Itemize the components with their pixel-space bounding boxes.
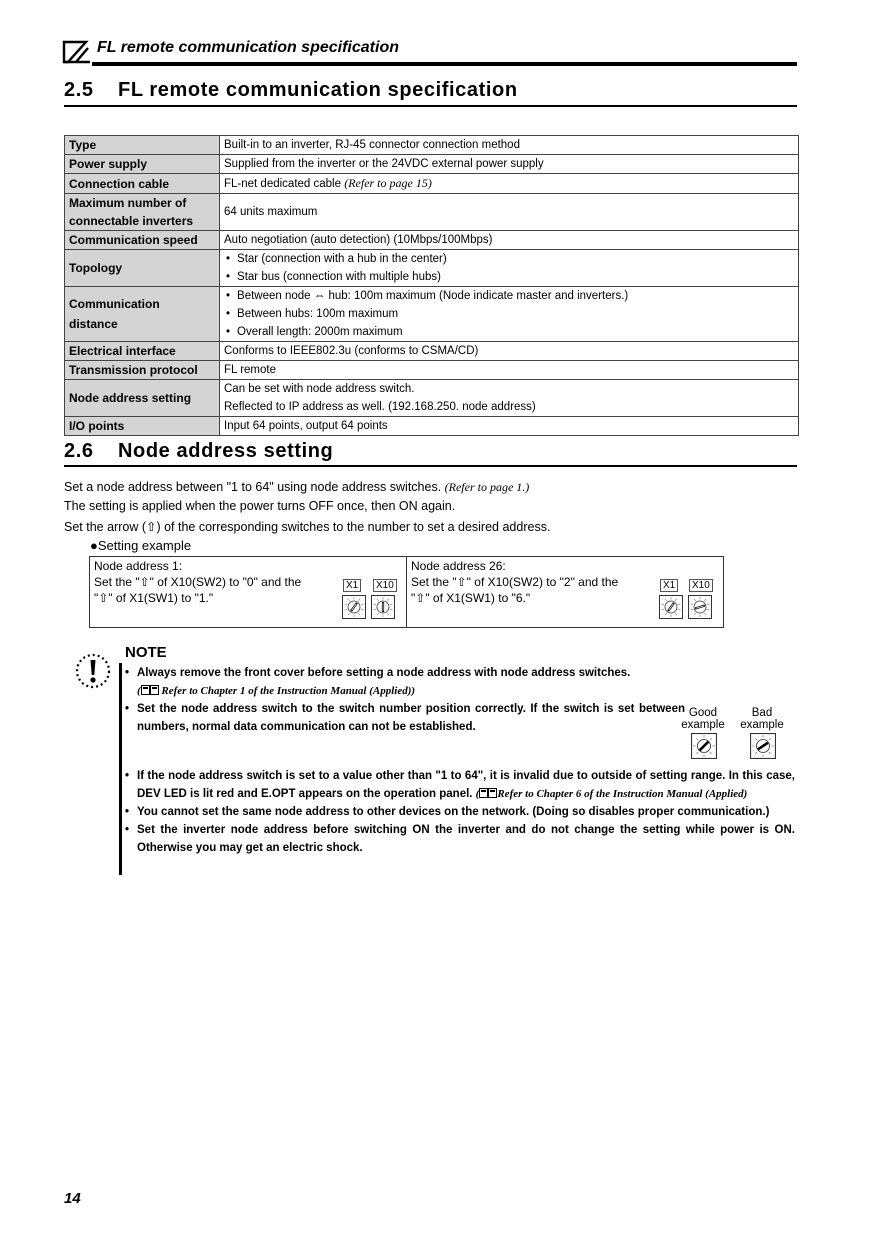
example-line: "⇧" of X1(SW1) to "6."	[411, 591, 531, 605]
manual-reference-link[interactable]	[476, 788, 748, 800]
section-title-text: FL remote communication specification	[118, 79, 518, 101]
row-key: Electrical interface	[65, 342, 220, 361]
ref-paren: (	[137, 685, 141, 697]
row-key: Connection cable	[65, 174, 220, 194]
page-reference-link[interactable]: (Refer to page 15)	[344, 176, 432, 190]
row-value: Conforms to IEEE802.3u (conforms to CSMA/CD)	[220, 342, 799, 361]
key-line: Communication	[69, 297, 160, 311]
bullet-item: • Overall length: 2000m maximum	[224, 323, 794, 341]
row-key: Communication speed	[65, 231, 220, 250]
setting-example-heading: ●Setting example	[90, 538, 192, 553]
table-row	[65, 174, 799, 194]
row-key: Transmission protocol	[65, 361, 220, 380]
ref-paren: (	[475, 788, 480, 800]
label-line: Bad	[751, 707, 773, 719]
section-number: 2.5	[64, 79, 94, 101]
note-text: • Set the node address switch to the switch number position correctly. If the switch is set between numbers, normal data communication can not be established.	[137, 703, 685, 733]
bullet-item: • Between hubs: 100m maximum	[224, 305, 794, 323]
row-key: Power supply	[65, 155, 220, 174]
table-row	[65, 342, 799, 361]
running-header	[62, 36, 797, 68]
example-text	[411, 558, 641, 606]
note-item	[125, 767, 795, 803]
paragraph: The setting is applied when the power turns OFF once, then ON again.	[64, 499, 456, 513]
row-value: Input 64 points, output 64 points	[220, 417, 799, 436]
section-2-5-title	[64, 79, 797, 102]
manual-book-icon	[479, 788, 497, 798]
example-title: Node address 1:	[94, 559, 183, 573]
example-text	[94, 558, 324, 606]
example-line: Set the "⇧" of X10(SW2) to "2" and the	[411, 575, 619, 589]
note-text: • Always remove the front cover before setting a node address with node address switches.	[137, 667, 631, 679]
row-value: FL remote	[220, 361, 799, 380]
row-key: Type	[65, 136, 220, 155]
bullet-item: • Between node ⇔ hub: 100m maximum (Node indicate master and inverters.)	[224, 287, 794, 305]
rotary-switch-x10-icon	[371, 595, 395, 619]
example-line: Set the "⇧" of X10(SW2) to "0" and the	[94, 575, 302, 589]
manual-book-icon	[141, 685, 159, 695]
row-value	[220, 380, 799, 417]
page-reference-link[interactable]: (Refer to page 1.)	[444, 480, 530, 494]
key-line: connectable inverters	[69, 214, 194, 228]
row-value	[220, 174, 799, 194]
row-value: 64 units maximum	[220, 194, 799, 231]
note-title: NOTE	[125, 644, 167, 661]
bullet-item: • Star (connection with a hub in the center)	[224, 250, 794, 268]
good-example-switch-icon	[691, 733, 717, 759]
section-2-6-title	[64, 440, 797, 463]
row-key: Node address setting	[65, 380, 220, 417]
row-value: Built-in to an inverter, RJ-45 connector connection method	[220, 136, 799, 155]
table-row	[65, 250, 799, 287]
note-item	[125, 803, 795, 821]
note-text: • You cannot set the same node address to other devices on the network. (Doing so disables proper communication.)	[137, 806, 770, 818]
table-row	[65, 136, 799, 155]
x10-label: X10	[689, 579, 713, 592]
section-rule	[64, 465, 797, 467]
row-value: Auto negotiation (auto detection) (10Mbps/100Mbps)	[220, 231, 799, 250]
row-value	[220, 250, 799, 287]
table-row	[65, 155, 799, 174]
ref-text: Refer to Chapter 6 of the Instruction Manual (Applied)	[497, 788, 748, 800]
table-row	[65, 194, 799, 231]
row-key: Topology	[65, 250, 220, 287]
row-value: Supplied from the inverter or the 24VDC external power supply	[220, 155, 799, 174]
paragraph-text: Set a node address between "1 to 64" using node address switches.	[64, 480, 445, 494]
note-text	[137, 767, 795, 803]
paragraph: Set the arrow (⇧) of the corresponding switches to the number to set a desired address.	[64, 520, 551, 534]
mitsubishi-chapter-mark-icon	[62, 40, 90, 64]
manual-reference-link[interactable]	[137, 682, 795, 700]
x10-label: X10	[373, 579, 397, 592]
section-number: 2.6	[64, 440, 94, 462]
table-row	[65, 361, 799, 380]
row-value	[220, 287, 799, 342]
bullet-item: • Star bus (connection with multiple hubs)	[224, 268, 794, 286]
value-line: Can be set with node address switch.	[224, 383, 415, 395]
note-text-main: If the node address switch is set to a value other than "1 to 64", it is invalid due to outside of setting range. In this case, DEV LED is lit red and E.OPT appears on the operation panel.	[137, 770, 795, 800]
row-key	[65, 194, 220, 231]
caution-exclamation-icon	[74, 652, 112, 690]
section-title-text: Node address setting	[118, 440, 334, 462]
rotary-switch-x1-icon	[342, 595, 366, 619]
note-list-continued	[125, 767, 795, 857]
table-row	[65, 380, 799, 417]
note-item	[125, 664, 795, 700]
row-key: I/O points	[65, 417, 220, 436]
note-text: • Set the inverter node address before switching ON the inverter and do not change the setting while power is ON. Otherwise you may get an electric shock.	[137, 824, 795, 854]
key-line: distance	[69, 317, 118, 331]
note-item	[125, 700, 685, 736]
label-line: Good	[688, 707, 718, 719]
example-title: Node address 26:	[411, 559, 506, 573]
rotary-switch-x10-icon	[688, 595, 712, 619]
example-node-1	[90, 557, 406, 627]
x1-label: X1	[343, 579, 361, 592]
spec-table	[64, 135, 799, 436]
example-node-26	[407, 557, 723, 627]
ref-text: Refer to Chapter 1 of the Instruction Manual (Applied))	[161, 685, 416, 697]
bad-example-switch-icon	[750, 733, 776, 759]
label-line: example	[681, 719, 725, 731]
section-rule	[64, 105, 797, 107]
note-side-bar	[119, 663, 122, 875]
setting-example-box	[89, 556, 724, 628]
paragraph	[64, 480, 529, 495]
table-row	[65, 231, 799, 250]
value-line: Reflected to IP address as well. (192.168.250. node address)	[224, 401, 536, 413]
header-rule	[92, 62, 797, 66]
x1-label: X1	[660, 579, 678, 592]
value-text: FL-net dedicated cable	[224, 178, 345, 190]
row-key	[65, 287, 220, 342]
example-line: "⇧" of X1(SW1) to "1."	[94, 591, 214, 605]
table-row	[65, 417, 799, 436]
key-line: Maximum number of	[69, 196, 187, 210]
running-header-title: FL remote communication specification	[97, 39, 399, 56]
page-number: 14	[64, 1190, 81, 1207]
label-line: example	[740, 719, 784, 731]
good-example-label	[680, 707, 726, 731]
table-row	[65, 287, 799, 342]
bad-example-label	[739, 707, 785, 731]
note-item	[125, 821, 795, 857]
rotary-switch-x1-icon	[659, 595, 683, 619]
